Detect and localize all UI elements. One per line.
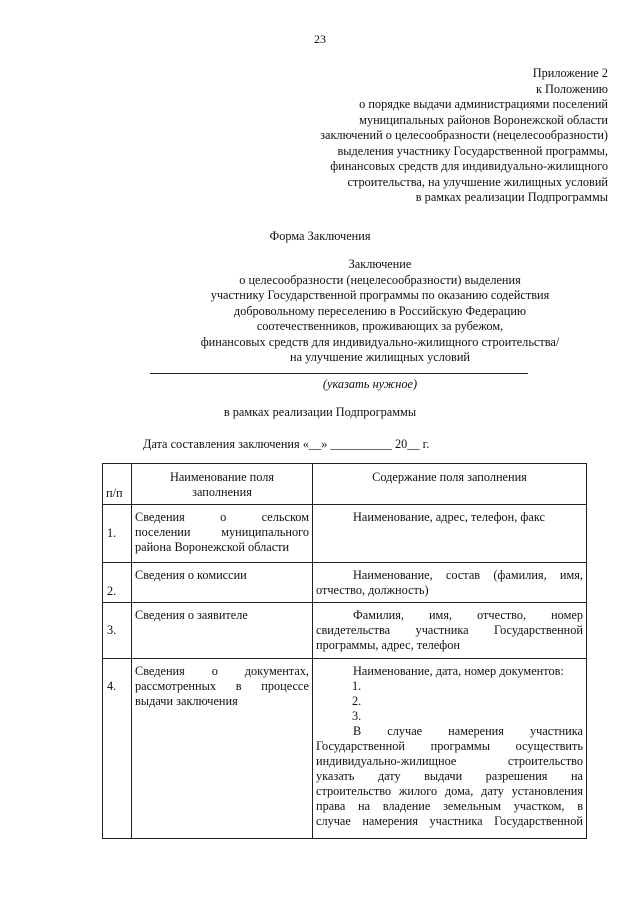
row-field-name xyxy=(132,659,313,839)
appendix-line: Приложение 2 xyxy=(532,66,608,80)
header-name xyxy=(132,464,313,505)
list-item: 1. xyxy=(352,679,362,693)
field-content-line: строительство жилого дома, дату установления xyxy=(316,784,583,798)
appendix-line: в рамках реализации Подпрограммы xyxy=(415,190,608,204)
row-number: 2. xyxy=(103,563,132,603)
field-content-line: случае намерения участника Государственной xyxy=(316,814,583,828)
field-content-line: В случае намерения участника xyxy=(353,724,583,738)
field-name-line: Сведения о заявителе xyxy=(135,608,248,622)
list-item: 3. xyxy=(352,709,362,723)
date-line: Дата составления заключения «__» __________ 20__ г. xyxy=(143,437,430,451)
form-title: Форма Заключения xyxy=(269,229,371,243)
field-content-line: Фамилия, имя, отчество, номер xyxy=(353,608,583,622)
conclusion-line: финансовых средств для индивидуально-жилищного строительства/ xyxy=(200,334,560,349)
header-name-line: Наименование поля xyxy=(169,470,275,484)
field-name-line: рассмотренных в процессе xyxy=(135,679,309,693)
field-name-line: поселении муниципального xyxy=(135,525,309,539)
conclusion-line: добровольному переселению в Российскую Федерацию xyxy=(233,303,527,318)
field-content-line: программы, адрес, телефон xyxy=(316,638,461,652)
row-field-content xyxy=(313,659,587,839)
field-content-line: отчество, должность) xyxy=(316,583,429,597)
field-name-line: района Воронежской области xyxy=(135,540,290,554)
header-num: п/п xyxy=(103,464,132,505)
field-content-line: Наименование, дата, номер документов: xyxy=(353,664,564,678)
appendix-line: к Положению xyxy=(535,81,608,96)
page-number: 23 xyxy=(314,32,326,46)
list-item: 2. xyxy=(352,694,362,708)
conclusion-line: соотечественников, проживающих за рубежом, xyxy=(256,319,504,333)
appendix-heading xyxy=(268,66,608,206)
field-content-line: Наименование, состав (фамилия, имя, xyxy=(353,568,583,582)
row-field-content xyxy=(313,603,587,659)
field-content-line: права на владение земельным участком, в xyxy=(316,799,583,813)
field-name-line: Сведения о сельском xyxy=(135,510,309,524)
form-table xyxy=(102,463,587,839)
appendix-line: о порядке выдачи администрациями поселений xyxy=(359,97,608,111)
field-name-line: Сведения о комиссии xyxy=(135,568,247,582)
framework-text: в рамках реализации Подпрограммы xyxy=(223,405,417,419)
row-field-content xyxy=(313,505,587,563)
conclusion-line: Заключение xyxy=(348,257,412,271)
conclusion-line: о целесообразности (нецелесообразности) выделения xyxy=(239,272,521,287)
table-row xyxy=(103,659,587,839)
table-row xyxy=(103,563,587,603)
field-name-line: Сведения о документах, xyxy=(135,664,309,678)
conclusion-line: участнику Государственной программы по оказанию содействия xyxy=(210,288,550,302)
row-number: 3. xyxy=(103,603,132,659)
appendix-line: финансовых средств для индивидуально-жилищного xyxy=(330,159,608,173)
header-name-line: заполнения xyxy=(192,485,252,499)
appendix-line: строительства, на улучшение жилищных условий xyxy=(347,174,608,189)
conclusion-line: на улучшение жилищных условий xyxy=(290,350,470,364)
row-field-content xyxy=(313,563,587,603)
header-content: Содержание поля заполнения xyxy=(313,464,587,505)
appendix-line: заключений о целесообразности (нецелесообразности) xyxy=(320,128,608,142)
row-number: 1. xyxy=(103,505,132,563)
conclusion-title xyxy=(110,257,640,366)
appendix-line: муниципальных районов Воронежской области xyxy=(359,112,608,127)
row-field-name xyxy=(132,563,313,603)
table-row xyxy=(103,505,587,563)
field-content-line: свидетельства участника Государственной xyxy=(316,623,583,637)
field-content-line: Государственной программы осуществить xyxy=(316,739,583,753)
row-field-name xyxy=(132,603,313,659)
appendix-line: выделения участнику Государственной программы, xyxy=(337,143,608,158)
table-header-row xyxy=(103,464,587,505)
field-content-line: указать дату выдачи разрешения на xyxy=(316,769,583,783)
table-row xyxy=(103,603,587,659)
fill-in-hint: (указать нужное) xyxy=(322,377,418,391)
field-content-line: индивидуально-жилищное строительство xyxy=(316,754,583,768)
field-content-line: Наименование, адрес, телефон, факс xyxy=(353,510,545,524)
field-name-line: выдачи заключения xyxy=(135,694,238,708)
row-field-name xyxy=(132,505,313,563)
row-number: 4. xyxy=(103,659,132,839)
fill-in-line xyxy=(150,373,528,374)
